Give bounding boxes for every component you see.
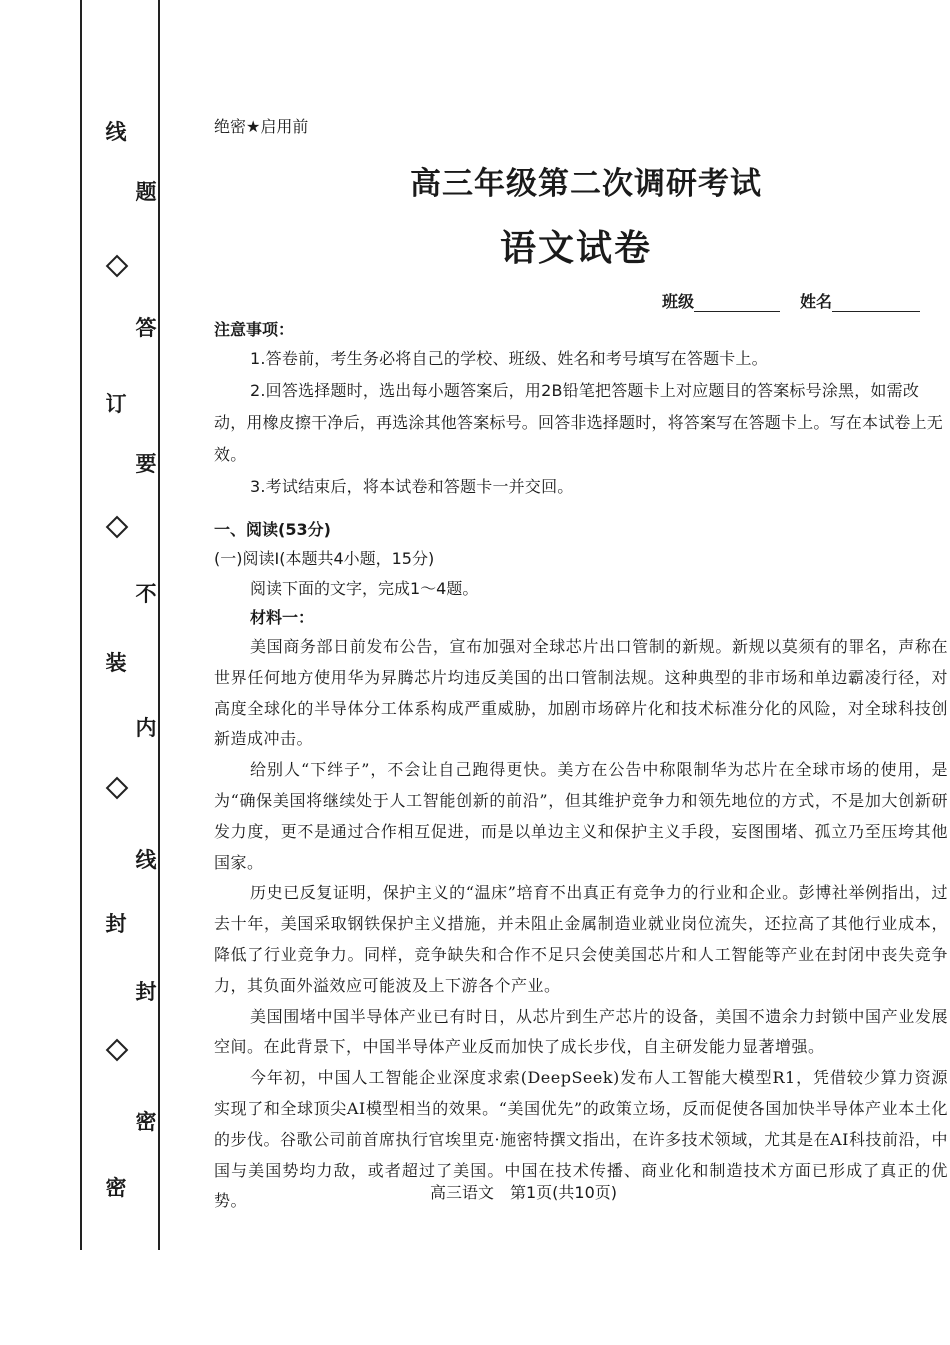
margin-char-feng2: 封	[135, 980, 157, 1004]
article-paragraph-5: 今年初，中国人工智能企业深度求索(DeepSeek)发布人工智能大模型R1，凭借较少算力资源实现了和全球顶尖AI模型相当的效果。“美国优先”的政策立场，反而促使各国加快半导体产业本土化的步伐。谷歌公司前首席执行官埃里克·施密特撰文指出，在许多技术领域，尤其是在AI科技前沿，中国与美国势均力敌，或者超过了美国。中国在技术传播、商业化和制造技术方面已形成了真正的优势。	[214, 1068, 948, 1211]
notice-item-1: 1.答卷前，考生务必将自己的学校、班级、姓名和考号填写在答题卡上。	[250, 349, 768, 368]
notice-item-2: 2.回答选择题时，选出每小题答案后，用2B铅笔把答题卡上对应题目的答案标号涂黑，如需改动，用橡皮擦干净后，再选涂其他答案标号。回答非选择题时，将答案写在答题卡上。写在本试卷上无效。	[214, 381, 944, 464]
material-label: 材料一：	[250, 608, 315, 627]
margin-char-xian2: 线	[135, 848, 157, 872]
section-heading: 一、阅读(53分)	[214, 520, 331, 539]
section-instruction: 阅读下面的文字，完成1～4题。	[250, 579, 479, 598]
margin-diamond-2	[106, 516, 129, 539]
margin-char-zhuang: 装	[105, 651, 127, 675]
notice-heading: 注意事项：	[214, 320, 295, 339]
exam-subject-title: 语文试卷	[500, 227, 653, 269]
article-paragraph-3: 历史已反复证明，保护主义的“温床”培育不出真正有竞争力的行业和企业。彭博社举例指出，过去十年，美国采取钢铁保护主义措施，并未阻止金属制造业就业岗位流失，还拉高了其他行业成本，降低了行业竞争力。同样，竞争缺失和合作不足只会使美国芯片和人工智能等产业在封闭中丧失竞争力，其负面外溢效应可能波及上下游各个产业。	[214, 883, 948, 995]
exam-title: 高三年级第二次调研考试	[410, 166, 762, 202]
margin-char-xian: 线	[105, 120, 127, 144]
article-paragraph-1: 美国商务部日前发布公告，宣布加强对全球芯片出口管制的新规。新规以莫须有的罪名，声称在世界任何地方使用华为昇腾芯片均违反美国的出口管制法规。这种典型的非市场和单边霸凌行径，对高度全球化的半导体分工体系构成严重威胁，加剧市场碎片化和技术标准分化的风险，对全球科技创新造成冲击。	[214, 637, 948, 749]
page-footer: 高三语文 第1页(共10页)	[430, 1183, 618, 1202]
margin-char-ti: 题	[135, 180, 157, 204]
confidential-label: 绝密★启用前	[214, 117, 309, 136]
margin-char-nei: 内	[135, 716, 157, 740]
reading-material	[214, 632, 948, 1217]
margin-char-bu: 不	[135, 582, 157, 606]
name-blank[interactable]	[832, 295, 920, 312]
margin-char-mi: 密	[105, 1176, 127, 1200]
margin-char-yao: 要	[135, 452, 157, 476]
article-paragraph-4: 美国围堵中国半导体产业已有时日，从芯片到生产芯片的设备，美国不遗余力封锁中国产业发展空间。在此背景下，中国半导体产业反而加快了成长步伐，自主研发能力显著增强。	[214, 1006, 948, 1057]
margin-char-da: 答	[135, 316, 157, 340]
binding-rule-left	[80, 0, 82, 1250]
notice-item-3: 3.考试结束后，将本试卷和答题卡一并交回。	[250, 477, 574, 496]
margin-diamond-3	[106, 777, 129, 800]
class-label: 班级	[662, 292, 695, 311]
student-info-line	[662, 289, 920, 312]
margin-char-feng: 封	[105, 912, 127, 936]
margin-diamond-4	[106, 1039, 129, 1062]
margin-char-ding: 订	[105, 392, 127, 416]
class-blank[interactable]	[694, 295, 780, 312]
margin-diamond-1	[106, 255, 129, 278]
name-label: 姓名	[800, 292, 833, 311]
margin-char-mi2: 密	[135, 1110, 157, 1134]
article-paragraph-2: 给别人“下绊子”，不会让自己跑得更快。美方在公告中称限制华为芯片在全球市场的使用，是为“确保美国将继续处于人工智能创新的前沿”，但其维护竞争力和领先地位的方式，不是加大创新研发力度，更不是通过合作相互促进，而是以单边主义和保护主义手段，妄图围堵、孤立乃至压垮其他国家。	[214, 760, 948, 872]
section-subheading: (一)阅读Ⅰ(本题共4小题，15分)	[214, 549, 435, 568]
notice-list	[214, 343, 950, 503]
